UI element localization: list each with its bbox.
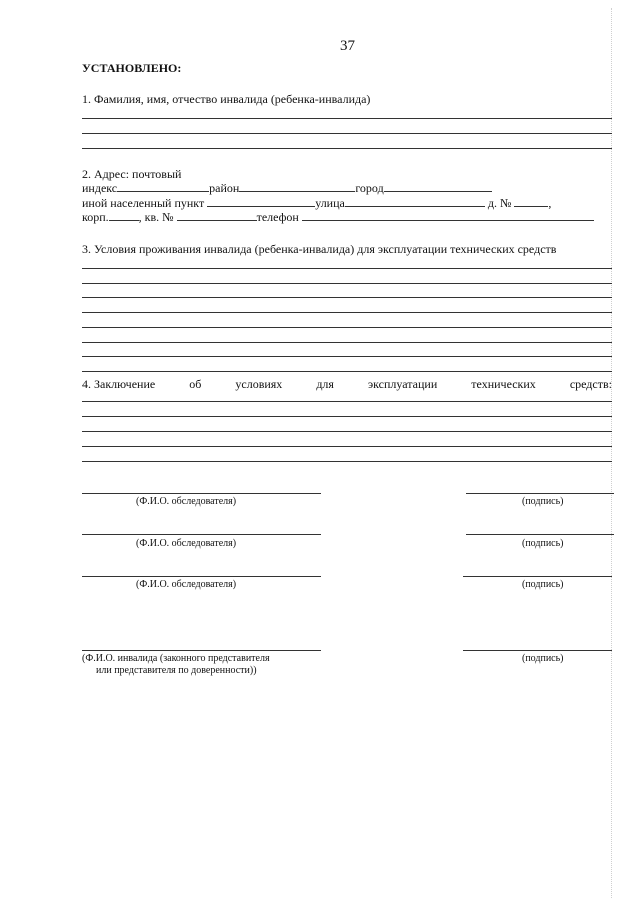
address-row-3	[82, 210, 594, 224]
signature-line[interactable]	[466, 493, 614, 494]
section-4-word: об	[189, 377, 202, 391]
district-field[interactable]	[239, 181, 355, 192]
building-field[interactable]	[109, 210, 139, 221]
phone-field[interactable]	[302, 210, 594, 221]
document-title: УСТАНОВЛЕНО:	[82, 61, 182, 75]
apartment-label: , кв. №	[138, 210, 174, 224]
scan-edge-dots	[611, 8, 612, 898]
index-field[interactable]	[117, 181, 209, 192]
locality-label: иной населенный пункт	[82, 196, 205, 210]
house-label: д. №	[487, 196, 512, 210]
signature-caption: (подпись)	[522, 653, 564, 664]
address-row-1	[82, 181, 492, 195]
city-field[interactable]	[384, 181, 492, 192]
page-number: 37	[340, 38, 355, 54]
index-label: индекс	[82, 181, 118, 195]
section-4-word: средств:	[569, 377, 612, 391]
examiner-name-line[interactable]	[82, 493, 321, 494]
disabled-caption-line2: или представителя по доверенности))	[96, 665, 257, 676]
section-4-label	[82, 377, 612, 391]
section-4-line	[82, 461, 612, 462]
section-4-word: для	[316, 377, 334, 391]
section-1-label: 1. Фамилия, имя, отчество инвалида (ребенка-инвалида)	[82, 92, 371, 106]
section-3-line	[82, 312, 612, 313]
examiner-caption: (Ф.И.О. обследователя)	[136, 538, 237, 549]
section-4-line	[82, 446, 612, 447]
examiner-name-line[interactable]	[82, 576, 321, 577]
section-1-line	[82, 118, 612, 119]
section-4-line	[82, 401, 612, 402]
phone-label: телефон	[256, 210, 299, 224]
locality-field[interactable]	[207, 196, 315, 207]
disabled-name-line[interactable]	[82, 650, 321, 651]
signature-line[interactable]	[463, 576, 612, 577]
building-label: корп.	[82, 210, 109, 224]
section-2-label: 2. Адрес: почтовый	[82, 167, 182, 181]
section-3-line	[82, 371, 612, 372]
section-4-word: условиях	[235, 377, 283, 391]
examiner-caption: (Ф.И.О. обследователя)	[136, 496, 237, 507]
section-3-line	[82, 342, 612, 343]
section-3-line	[82, 297, 612, 298]
section-3-label: 3. Условия проживания инвалида (ребенка-инвалида) для эксплуатации технических средств	[82, 242, 557, 256]
apartment-field[interactable]	[177, 210, 257, 221]
section-1-line	[82, 148, 612, 149]
signature-caption: (подпись)	[522, 538, 564, 549]
address-row-2: иной населенный пункт улица д. № ,	[82, 196, 552, 210]
section-4-word: эксплуатации	[367, 377, 438, 391]
street-label: улица	[315, 196, 345, 210]
section-3-line	[82, 283, 612, 284]
examiner-caption: (Ф.И.О. обследователя)	[136, 579, 237, 590]
section-4-word: технических	[471, 377, 536, 391]
signature-caption: (подпись)	[522, 579, 564, 590]
section-3-line	[82, 356, 612, 357]
section-4-word: 4. Заключение	[82, 377, 156, 391]
signature-caption: (подпись)	[522, 496, 564, 507]
examiner-name-line[interactable]	[82, 534, 321, 535]
disabled-caption-line1: (Ф.И.О. инвалида (законного представителя	[82, 653, 270, 664]
district-label: район	[209, 181, 240, 195]
section-4-line	[82, 431, 612, 432]
house-field[interactable]	[514, 196, 548, 207]
street-field[interactable]	[345, 196, 485, 207]
section-1-line	[82, 133, 612, 134]
signature-line[interactable]	[466, 534, 614, 535]
section-3-line	[82, 268, 612, 269]
disabled-signature-line[interactable]	[463, 650, 612, 651]
section-4-line	[82, 416, 612, 417]
section-3-line	[82, 327, 612, 328]
city-label: город	[355, 181, 384, 195]
